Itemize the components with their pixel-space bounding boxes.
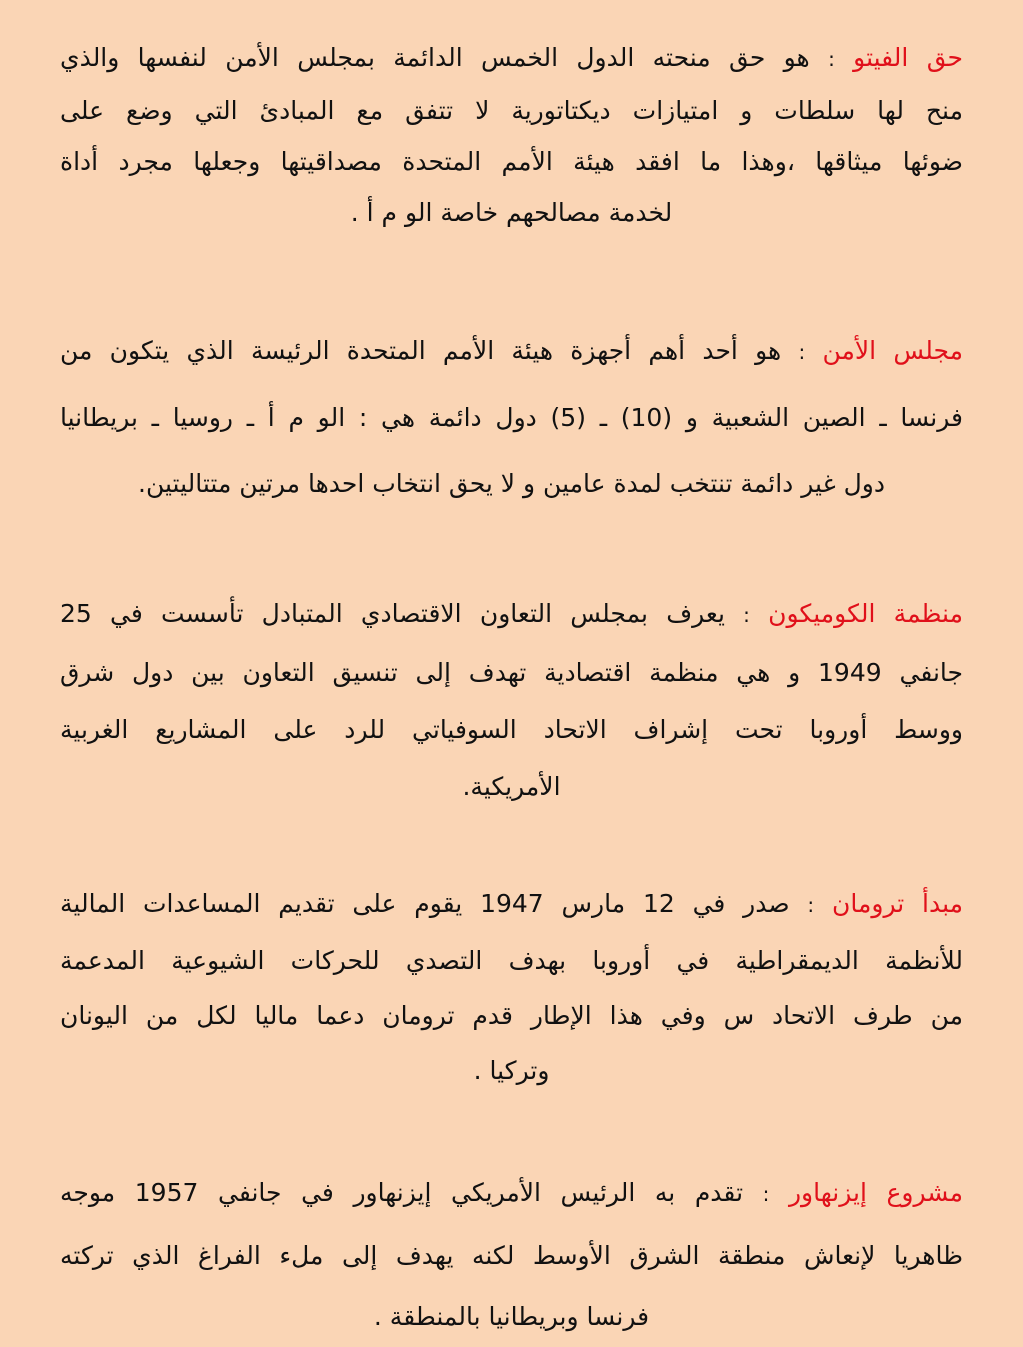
term-separator: :: [807, 893, 815, 917]
definition-line: ضوئها ميثاقها ،وهذا ما افقد هيئة الأمم المتحدة مصداقيتها وجعلها مجرد أداة: [60, 147, 963, 176]
definition-text: صدر في 12 مارس 1947 يقوم على تقديم المساعدات المالية: [60, 889, 790, 918]
definition-text: يعرف بمجلس التعاون الاقتصادي المتبادل تأسست في 25: [60, 599, 725, 628]
definition-line: [60, 318, 963, 385]
definition-comecon: [60, 585, 963, 815]
definition-line: دول غير دائمة تنتخب لمدة عامين و لا يحق انتخاب احدها مرتين متتاليتين.: [138, 469, 885, 498]
definition-text: هو حق منحته الدول الخمس الدائمة بمجلس الأمن لنفسها والذي: [60, 43, 810, 72]
definition-line: ووسط أوروبا تحت إشراف الاتحاد السوفياتي للرد على المشاريع الغربية: [60, 715, 963, 744]
definition-line: ظاهريا لإنعاش منطقة الشرق الأوسط لكنه يهدف إلى ملء الفراغ الذي تركته: [60, 1241, 963, 1270]
definition-line: منح لها سلطات و امتيازات ديكتاتورية لا تتفق مع المبادئ التي وضع على: [60, 96, 963, 125]
definition-term: منظمة الكوميكون: [768, 599, 963, 628]
definition-line: [60, 32, 963, 85]
definition-term: مجلس الأمن: [822, 336, 963, 365]
definition-term: مشروع إيزنهاور: [788, 1178, 963, 1207]
definition-text: هو أحد أهم أجهزة هيئة الأمم المتحدة الرئيسة الذي يتكون من: [60, 336, 782, 365]
term-separator: :: [828, 47, 835, 71]
definition-line: [60, 876, 963, 933]
definition-line: الأمريكية.: [462, 772, 561, 801]
definition-line: [60, 1162, 963, 1225]
definition-term: مبدأ ترومان: [832, 889, 963, 918]
definition-line: فرنسا وبريطانيا بالمنطقة .: [373, 1302, 650, 1331]
term-separator: :: [798, 340, 806, 364]
definition-eisenhower-project: [60, 1162, 963, 1347]
definition-text: تقدم به الرئيس الأمريكي إيزنهاور في جانفي 1957 موجه: [60, 1178, 744, 1207]
definition-line: من طرف الاتحاد س وفي هذا الإطار قدم ترومان دعما ماليا لكل من اليونان: [60, 1001, 963, 1030]
term-separator: :: [743, 603, 750, 627]
definition-security-council: [60, 318, 963, 517]
definition-line: للأنظمة الديمقراطية في أوروبا بهدف التصدي للحركات الشيوعية المدعمة: [60, 946, 963, 975]
definition-veto-right: [60, 32, 963, 238]
definition-truman-doctrine: [60, 876, 963, 1098]
definition-line: [60, 585, 963, 644]
definition-line: جانفي 1949 و هي منظمة اقتصادية تهدف إلى تنسيق التعاون بين دول شرق: [60, 658, 963, 687]
definition-term: حق الفيتو: [853, 43, 963, 72]
definition-line: لخدمة مصالحهم خاصة الو م أ .: [350, 198, 673, 227]
definition-line: فرنسا ـ الصين الشعبية و (10) ـ (5) دول دائمة هي : الو م أ ـ روسيا ـ بريطانيا: [60, 403, 963, 432]
definition-line: وتركيا .: [473, 1056, 550, 1085]
term-separator: :: [762, 1182, 770, 1206]
